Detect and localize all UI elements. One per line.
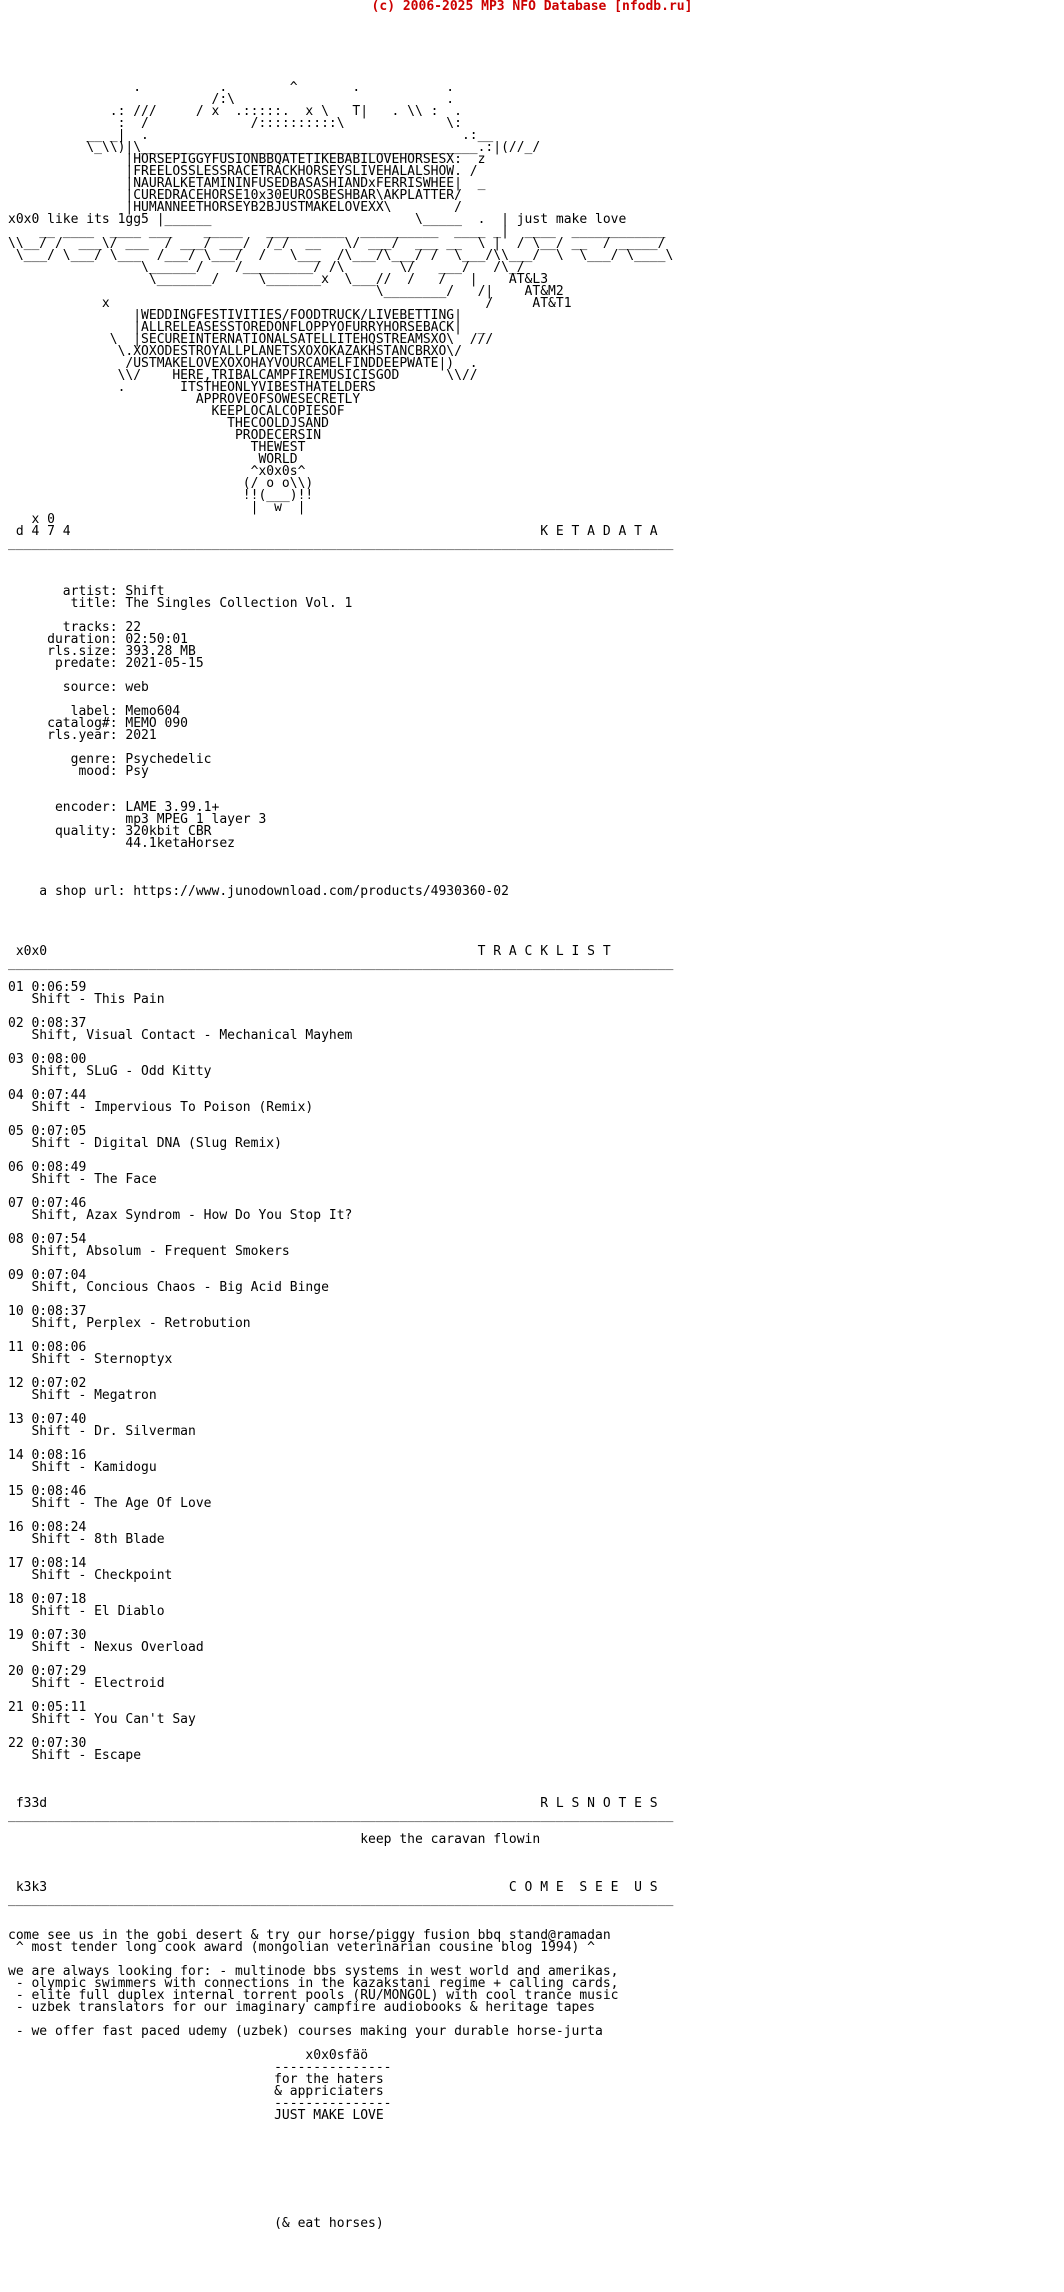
- nfodb-header-link[interactable]: (c) 2006-2025 MP3 NFO Database [nfodb.ru]: [371, 0, 693, 14]
- nfo-content: . . ^ . . /:\ . .: /// / x .:::::. x \ T| . \\ : . : / /::::::::::\ \: __ _| . .:__ \_\\)|\___________________________________________.:|(//_/ |HORSEPIGGYFUSIONBBQATETIKEBABILOVEHORSESX: z |FREELOSSLESSRACETRACKHORSEYSLIVEHALALSHOW. / |NAURALKETAMININFUSEDBASASHIANDxFERRISWHEE| _ |CUREDRACEHORSE10x30EUROSBESHBAR\AKPLATTER/ |HUMANNEETHORSEYB2BJUSTMAKELOVEXX\ / x0x0 like its 1gg5 |______ \_____ . | just make love __ ____ ____ ___ _____ __________ __________ ____ _| ____ ____________ \\__/ / ___\/ ___ / ___/ ___/ /_/ __ \/ ___/ ___ __ \ | / \__/ __ / _____/ \___/ \___/ \___ /___/ \___/ / \___ /\___/\___/ / \___/\\___/ \ \___/ \____\ \______/ /_________/ /\ \/ ___/ /\_/ \_______/ \_______x \___// / / | AT&L3 \________/ /| AT&M2 x / AT&T1 |WEDDINGFESTIVITIES/FOODTRUCK/LIVEBETTING| |ALLRELEASESSTOREDONFLOPPYOFURRYHORSEBACK| _ \ |SECUREINTERNATIONALSATELLITEHQSTREAMSXO\ /// \.XOXODESTROYALLPLANETSXOXOKAZAKHSTANCBRXO\/ /USTMAKELOVEXOXOHAYVOURCAMELFINDDEEPWATE|) . \\/ HERE,TRIBALCAMPFIREMUSICISGOD \\// . ITSTHEONLYVIBESTHATELDERS APPROVEOFSOWESECRETLY KEEPLOCALCOPIESOF THECOOLDJSAND PRODECERSIN THEWEST WORLD ^x0x0s^ (/ o o\\) !!(___)!! | w | x 0 d 4 7 4 K E T A D A T A _____________________________________________________________________________________ artist: Shift title: The Singles Collection Vol. 1 tracks: 22 duration: 02:50:01 rls.size: 393.28 MB predate: 2021-05-15 source: web label: Memo604 catalog#: MEMO 090 rls.year: 2021 genre: Psychedelic mood: Psy encoder: LAME 3.99.1+ mp3 MPEG 1 layer 3 quality: 320kbit CBR 44.1ketaHorsez a shop url: https://www.junodownload.com/products/4930360-02 x0x0 T R A C K L I S T _____________________________________________________________________________________ 01 0:06:59 Shift - This Pain 02 0:08:37 Shift, Visual Contact - Mechanical Mayhem 03 0:08:00 Shift, SLuG - Odd Kitty 04 0:07:44 Shift - Impervious To Poison (Remix) 05 0:07:05 Shift - Digital DNA (Slug Remix) 06 0:08:49 Shift - The Face 07 0:07:46 Shift, Azax Syndrom - How Do You Stop It? 08 0:07:54 Shift, Absolum - Frequent Smokers 09 0:07:04 Shift, Concious Chaos - Big Acid Binge 10 0:08:37 Shift, Perplex - Retrobution 11 0:08:06 Shift - Sternoptyx 12 0:07:02 Shift - Megatron 13 0:07:40 Shift - Dr. Silverman 14 0:08:16 Shift - Kamidogu 15 0:08:46 Shift - The Age Of Love 16 0:08:24 Shift - 8th Blade 17 0:08:14 Shift - Checkpoint 18 0:07:18 Shift - El Diablo 19 0:07:30 Shift - Nexus Overload 20 0:07:29 Shift - Electroid 21 0:05:11 Shift - You Can't Say 22 0:07:30 Shift - Escape f33d R L S N O T E S _____________________________________________________________________________________ keep the caravan flowin k3k3 C O M E S E E U S _____________________________________________________________________________________ come see us in the gobi desert & try our horse/piggy fusion bbq stand@ramadan ^ most tender long cook award (mongolian veterinarian cousine blog 1994) ^ we are always looking for: - multinode bbs systems in west world and amerikas, - olympic swimmers with connections in the kazakstani regime + calling cards, - elite full duplex internal torrent pools (RU/MONGOL) with cool trance music - uzbek translators for our imaginary campfire audiobooks & heritage tapes - we offer fast paced udemy (uzbek) courses making your durable horse-jurta x0x0sfäö --------------- for the haters & appriciaters --------------- JUST MAKE LOVE (& eat horses): [8, 80, 674, 2231]
